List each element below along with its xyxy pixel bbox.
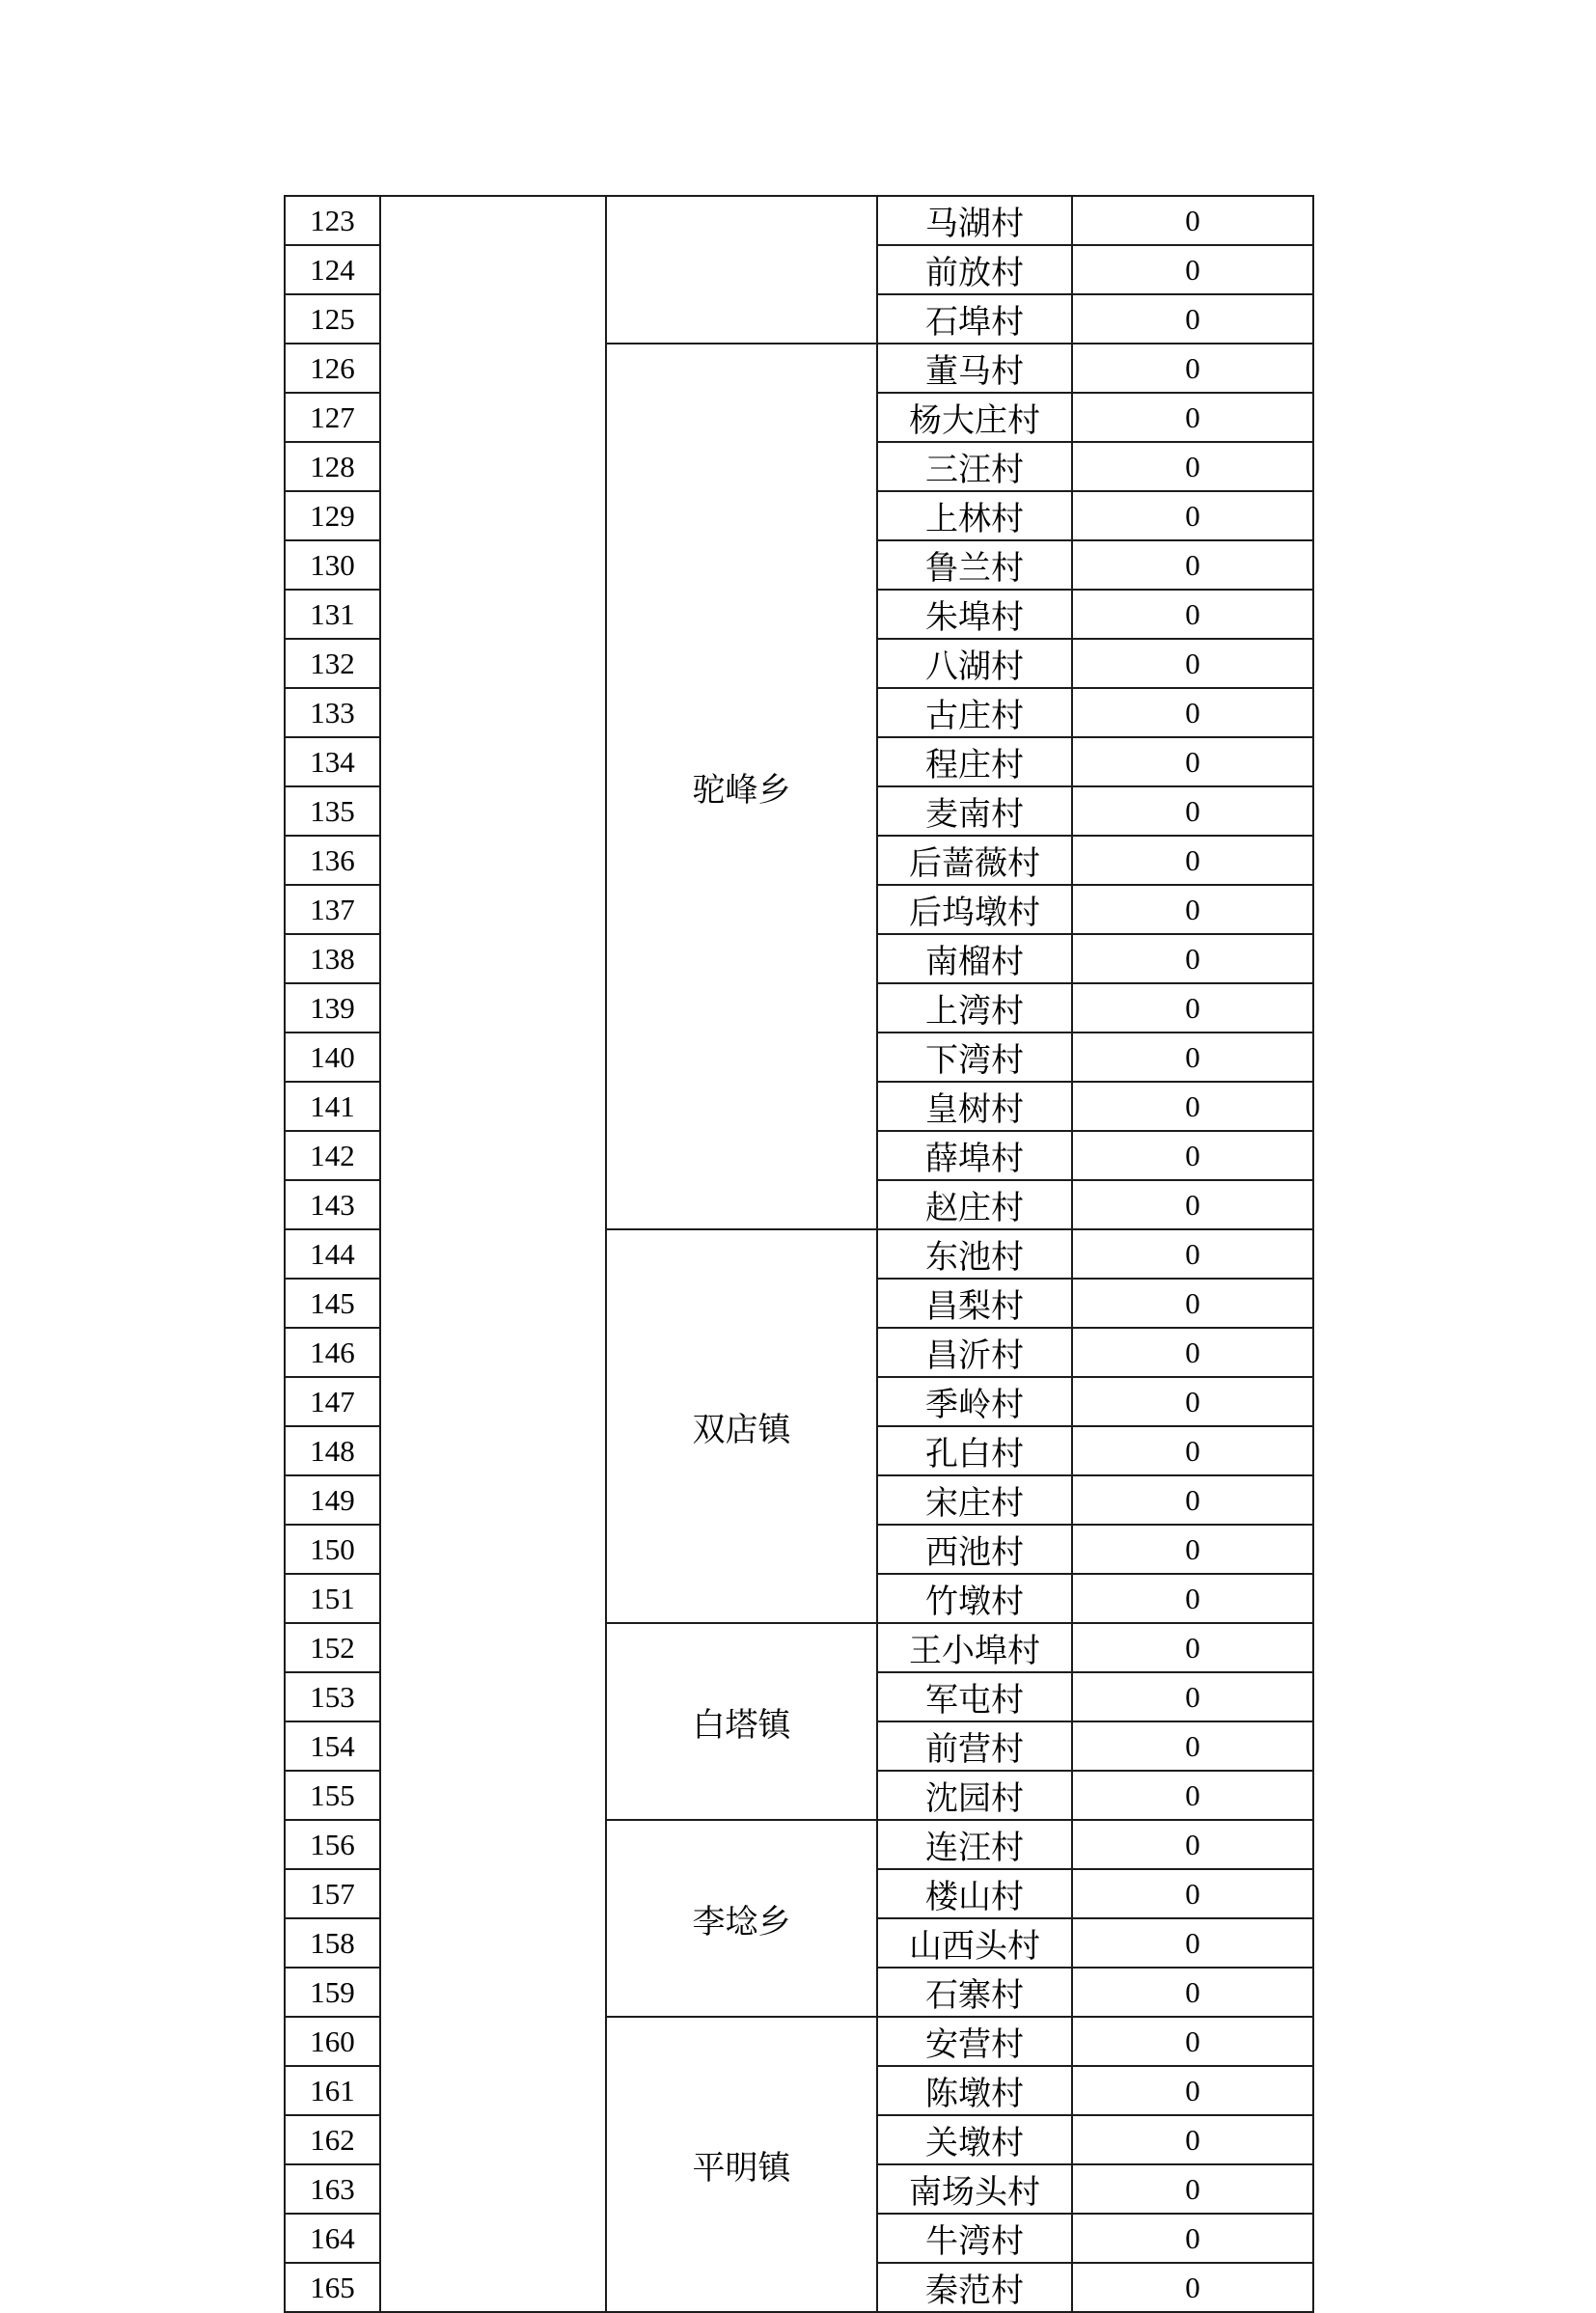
value-cell: 0 bbox=[1072, 196, 1313, 245]
row-number-cell: 139 bbox=[285, 983, 380, 1033]
village-cell: 竹墩村 bbox=[877, 1574, 1072, 1623]
value-cell: 0 bbox=[1072, 688, 1313, 737]
village-cell: 古庄村 bbox=[877, 688, 1072, 737]
town-cell bbox=[606, 196, 877, 344]
row-number-cell: 154 bbox=[285, 1721, 380, 1771]
value-cell: 0 bbox=[1072, 1623, 1313, 1672]
value-cell: 0 bbox=[1072, 1918, 1313, 1968]
village-cell: 西池村 bbox=[877, 1525, 1072, 1574]
town-cell: 李埝乡 bbox=[606, 1820, 877, 2017]
town-cell: 驼峰乡 bbox=[606, 344, 877, 1229]
village-cell: 杨大庄村 bbox=[877, 393, 1072, 442]
row-number-cell: 127 bbox=[285, 393, 380, 442]
value-cell: 0 bbox=[1072, 491, 1313, 540]
town-cell: 双店镇 bbox=[606, 1229, 877, 1623]
village-cell: 薛埠村 bbox=[877, 1131, 1072, 1180]
village-cell: 王小埠村 bbox=[877, 1623, 1072, 1672]
row-number-cell: 137 bbox=[285, 885, 380, 934]
value-cell: 0 bbox=[1072, 1131, 1313, 1180]
value-cell: 0 bbox=[1072, 885, 1313, 934]
value-cell: 0 bbox=[1072, 294, 1313, 344]
value-cell: 0 bbox=[1072, 1771, 1313, 1820]
village-cell: 后坞墩村 bbox=[877, 885, 1072, 934]
row-number-cell: 132 bbox=[285, 639, 380, 688]
row-number-cell: 156 bbox=[285, 1820, 380, 1869]
village-cell: 上林村 bbox=[877, 491, 1072, 540]
row-number-cell: 146 bbox=[285, 1328, 380, 1377]
table-body bbox=[285, 196, 1313, 2312]
village-cell: 八湖村 bbox=[877, 639, 1072, 688]
value-cell: 0 bbox=[1072, 1229, 1313, 1279]
row-number-cell: 157 bbox=[285, 1869, 380, 1918]
value-cell: 0 bbox=[1072, 1279, 1313, 1328]
village-cell: 石寨村 bbox=[877, 1968, 1072, 2017]
value-cell: 0 bbox=[1072, 934, 1313, 983]
village-cell: 马湖村 bbox=[877, 196, 1072, 245]
row-number-cell: 145 bbox=[285, 1279, 380, 1328]
row-number-cell: 165 bbox=[285, 2263, 380, 2312]
village-cell: 山西头村 bbox=[877, 1918, 1072, 1968]
row-number-cell: 133 bbox=[285, 688, 380, 737]
row-number-cell: 152 bbox=[285, 1623, 380, 1672]
row-number-cell: 124 bbox=[285, 245, 380, 294]
value-cell: 0 bbox=[1072, 1475, 1313, 1525]
village-cell: 季岭村 bbox=[877, 1377, 1072, 1426]
village-cell: 朱埠村 bbox=[877, 590, 1072, 639]
village-cell: 秦范村 bbox=[877, 2263, 1072, 2312]
row-number-cell: 148 bbox=[285, 1426, 380, 1475]
row-number-cell: 140 bbox=[285, 1033, 380, 1082]
village-cell: 上湾村 bbox=[877, 983, 1072, 1033]
row-number-cell: 144 bbox=[285, 1229, 380, 1279]
county-merged-cell bbox=[380, 196, 606, 2312]
village-cell: 牛湾村 bbox=[877, 2214, 1072, 2263]
village-cell: 沈园村 bbox=[877, 1771, 1072, 1820]
value-cell: 0 bbox=[1072, 2263, 1313, 2312]
row-number-cell: 141 bbox=[285, 1082, 380, 1131]
row-number-cell: 151 bbox=[285, 1574, 380, 1623]
row-number-cell: 161 bbox=[285, 2066, 380, 2115]
village-cell: 陈墩村 bbox=[877, 2066, 1072, 2115]
row-number-cell: 135 bbox=[285, 786, 380, 836]
value-cell: 0 bbox=[1072, 540, 1313, 590]
village-cell: 前放村 bbox=[877, 245, 1072, 294]
village-cell: 石埠村 bbox=[877, 294, 1072, 344]
row-number-cell: 138 bbox=[285, 934, 380, 983]
row-number-cell: 160 bbox=[285, 2017, 380, 2066]
village-cell: 昌梨村 bbox=[877, 1279, 1072, 1328]
value-cell: 0 bbox=[1072, 1426, 1313, 1475]
value-cell: 0 bbox=[1072, 1672, 1313, 1721]
village-cell: 宋庄村 bbox=[877, 1475, 1072, 1525]
value-cell: 0 bbox=[1072, 442, 1313, 491]
village-cell: 皇树村 bbox=[877, 1082, 1072, 1131]
village-cell: 南榴村 bbox=[877, 934, 1072, 983]
village-cell: 麦南村 bbox=[877, 786, 1072, 836]
row-number-cell: 123 bbox=[285, 196, 380, 245]
row-number-cell: 153 bbox=[285, 1672, 380, 1721]
row-number-cell: 164 bbox=[285, 2214, 380, 2263]
value-cell: 0 bbox=[1072, 2214, 1313, 2263]
row-number-cell: 150 bbox=[285, 1525, 380, 1574]
value-cell: 0 bbox=[1072, 1574, 1313, 1623]
row-number-cell: 134 bbox=[285, 737, 380, 786]
village-cell: 下湾村 bbox=[877, 1033, 1072, 1082]
value-cell: 0 bbox=[1072, 344, 1313, 393]
row-number-cell: 158 bbox=[285, 1918, 380, 1968]
value-cell: 0 bbox=[1072, 1180, 1313, 1229]
value-cell: 0 bbox=[1072, 1525, 1313, 1574]
row-number-cell: 163 bbox=[285, 2164, 380, 2214]
row-number-cell: 136 bbox=[285, 836, 380, 885]
row-number-cell: 147 bbox=[285, 1377, 380, 1426]
value-cell: 0 bbox=[1072, 1968, 1313, 2017]
row-number-cell: 126 bbox=[285, 344, 380, 393]
row-number-cell: 125 bbox=[285, 294, 380, 344]
village-cell: 三汪村 bbox=[877, 442, 1072, 491]
village-cell: 安营村 bbox=[877, 2017, 1072, 2066]
row-number-cell: 162 bbox=[285, 2115, 380, 2164]
value-cell: 0 bbox=[1072, 590, 1313, 639]
town-cell: 白塔镇 bbox=[606, 1623, 877, 1820]
value-cell: 0 bbox=[1072, 1328, 1313, 1377]
table-row bbox=[285, 196, 1313, 245]
row-number-cell: 129 bbox=[285, 491, 380, 540]
village-cell: 程庄村 bbox=[877, 737, 1072, 786]
row-number-cell: 143 bbox=[285, 1180, 380, 1229]
row-number-cell: 155 bbox=[285, 1771, 380, 1820]
value-cell: 0 bbox=[1072, 2017, 1313, 2066]
row-number-cell: 130 bbox=[285, 540, 380, 590]
row-number-cell: 159 bbox=[285, 1968, 380, 2017]
town-cell: 平明镇 bbox=[606, 2017, 877, 2312]
value-cell: 0 bbox=[1072, 1721, 1313, 1771]
value-cell: 0 bbox=[1072, 1820, 1313, 1869]
village-cell: 昌沂村 bbox=[877, 1328, 1072, 1377]
village-cell: 后蔷薇村 bbox=[877, 836, 1072, 885]
value-cell: 0 bbox=[1072, 2066, 1313, 2115]
village-cell: 东池村 bbox=[877, 1229, 1072, 1279]
value-cell: 0 bbox=[1072, 2164, 1313, 2214]
village-cell: 鲁兰村 bbox=[877, 540, 1072, 590]
village-cell: 军屯村 bbox=[877, 1672, 1072, 1721]
village-cell: 前营村 bbox=[877, 1721, 1072, 1771]
village-cell: 董马村 bbox=[877, 344, 1072, 393]
village-cell: 楼山村 bbox=[877, 1869, 1072, 1918]
village-cell: 南场头村 bbox=[877, 2164, 1072, 2214]
village-cell: 赵庄村 bbox=[877, 1180, 1072, 1229]
row-number-cell: 142 bbox=[285, 1131, 380, 1180]
row-number-cell: 131 bbox=[285, 590, 380, 639]
row-number-cell: 128 bbox=[285, 442, 380, 491]
value-cell: 0 bbox=[1072, 1033, 1313, 1082]
village-cell: 孔白村 bbox=[877, 1426, 1072, 1475]
value-cell: 0 bbox=[1072, 639, 1313, 688]
value-cell: 0 bbox=[1072, 1082, 1313, 1131]
village-cell: 关墩村 bbox=[877, 2115, 1072, 2164]
value-cell: 0 bbox=[1072, 786, 1313, 836]
value-cell: 0 bbox=[1072, 393, 1313, 442]
village-count-table bbox=[284, 195, 1314, 2313]
row-number-cell: 149 bbox=[285, 1475, 380, 1525]
value-cell: 0 bbox=[1072, 1869, 1313, 1918]
value-cell: 0 bbox=[1072, 2115, 1313, 2164]
value-cell: 0 bbox=[1072, 983, 1313, 1033]
value-cell: 0 bbox=[1072, 245, 1313, 294]
village-cell: 连汪村 bbox=[877, 1820, 1072, 1869]
value-cell: 0 bbox=[1072, 737, 1313, 786]
value-cell: 0 bbox=[1072, 836, 1313, 885]
value-cell: 0 bbox=[1072, 1377, 1313, 1426]
